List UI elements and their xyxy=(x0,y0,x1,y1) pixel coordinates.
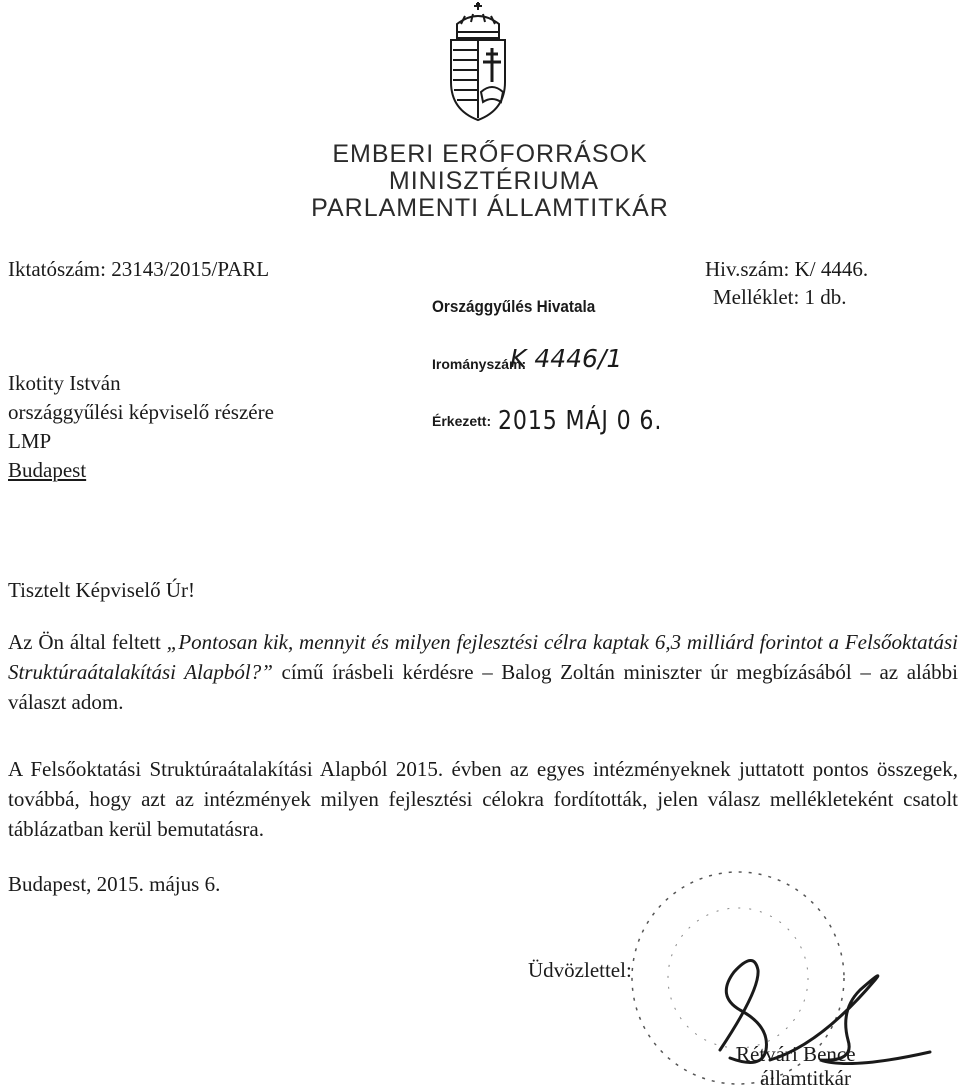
recipient-party: LMP xyxy=(8,429,52,453)
question-quote: „Pontosan kik, mennyit és milyen fejlesztési célra kaptak 6,3 milliárd forintot a Felsőoktatási Struktúraátalakítási Alapból?” xyxy=(8,630,958,684)
signatory-title: államtitkár xyxy=(760,1066,851,1090)
place-date: Budapest, 2015. május 6. xyxy=(8,872,221,896)
recipient-name: Ikotity István xyxy=(8,371,121,395)
coat-of-arms-icon xyxy=(443,2,513,122)
stamp-iromany-value: K 4446/1 xyxy=(510,344,623,373)
iktatoszam: Iktatószám: 23143/2015/PARL xyxy=(8,257,270,281)
ministry-name-line3: PARLAMENTI ÁLLAMTITKÁR xyxy=(311,194,669,222)
hiv-szam: Hiv.szám: K/ 4446. xyxy=(705,257,869,281)
melleklet: Melléklet: 1 db. xyxy=(713,285,847,309)
salutation: Tisztelt Képviselő Úr! xyxy=(8,578,196,602)
ministry-name-line1: EMBERI ERŐFORRÁSOK xyxy=(332,140,648,168)
stamp-erkezett-label: Érkezett: xyxy=(432,413,492,429)
paragraph-question-end: című írásbeli kérdésre – Balog Zoltán miniszter úr megbízásából – az alábbi választ adom. xyxy=(8,660,959,714)
paragraph-question xyxy=(8,627,958,717)
paragraph-question-start: Az Ön által feltett xyxy=(8,630,167,654)
recipient-city: Budapest xyxy=(8,458,87,482)
stamp-iromany-label: Irományszám: xyxy=(432,356,527,372)
recipient-role: országgyűlési képviselő részére xyxy=(8,400,274,424)
ministry-name-line2: MINISZTÉRIUMA xyxy=(388,167,600,195)
paragraph-answer: A Felsőoktatási Struktúraátalakítási Alapból 2015. évben az egyes intézményeknek juttatott pontos összegek, továbbá, hogy azt az intézmények milyen fejlesztési célokra fordították, jelen válasz mellékleteként csatolt táblázatban kerül bemutatásra. xyxy=(8,757,958,841)
stamp-date: 2015 MÁJ 0 6. xyxy=(498,406,663,436)
greeting: Üdvözlettel: xyxy=(528,958,632,982)
signatory-name: Rétvári Bence xyxy=(736,1042,856,1066)
stamp-title: Országgyűlés Hivatala xyxy=(432,297,596,316)
